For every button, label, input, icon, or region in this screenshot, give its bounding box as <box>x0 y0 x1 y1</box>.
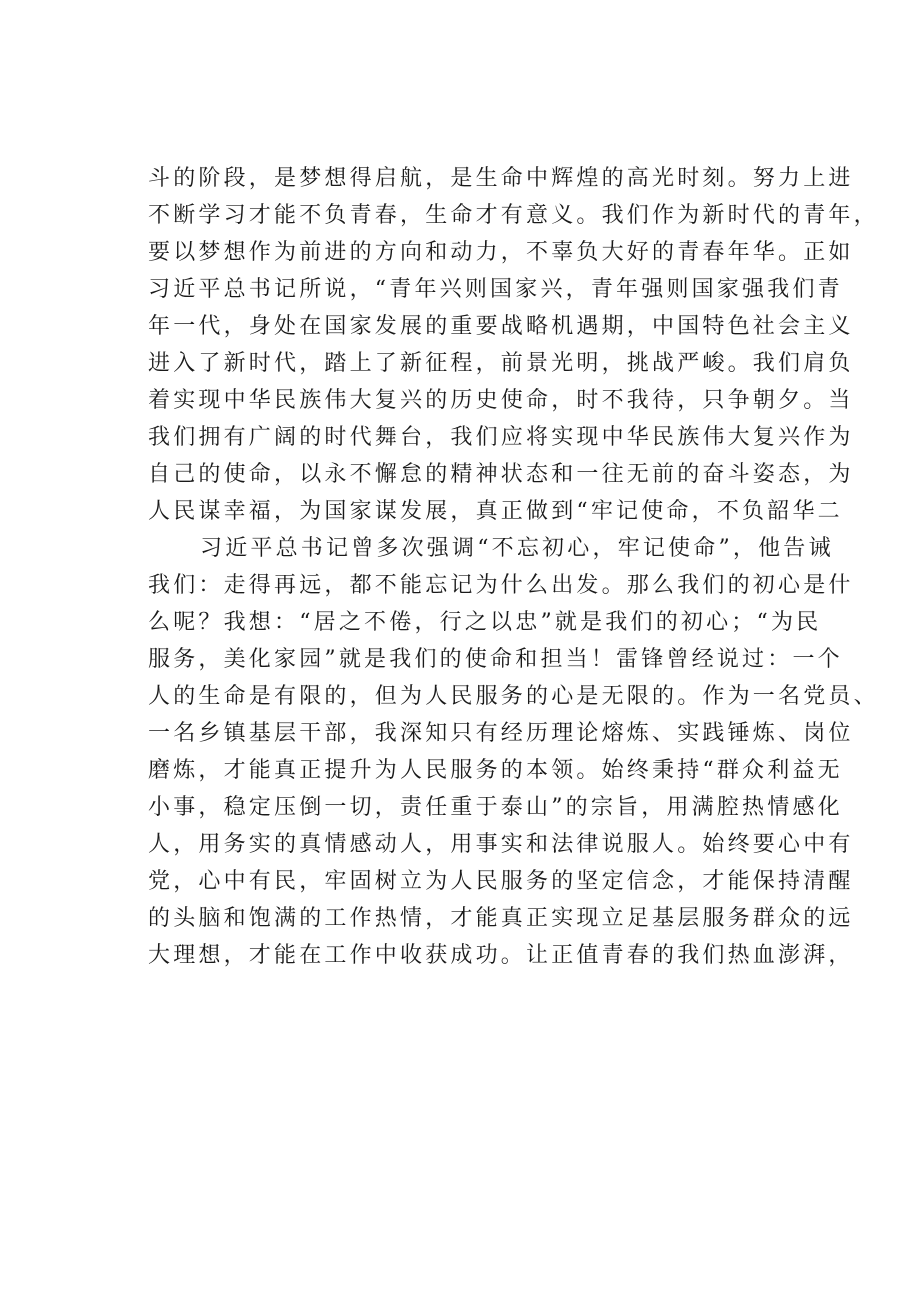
text-line: 党，心中有民，牢固树立为人民服务的坚定信念，才能保持清醒 <box>148 869 854 894</box>
text-line: 小事，稳定压倒一切，责任重于泰山”的宗旨，用满腔热情感化 <box>148 795 843 820</box>
text-line: 人，用务实的真情感动人，用事实和法律说服人。始终要心中有 <box>148 832 854 857</box>
text-line: 着实现中华民族伟大复兴的历史使命，时不我待，只争朝夕。当 <box>148 388 854 413</box>
text-line: 自己的使命，以永不懈怠的精神状态和一往无前的奋斗姿态，为 <box>148 462 854 487</box>
text-line: 的头脑和饱满的工作热情，才能真正实现立足基层服务群众的远 <box>148 906 854 931</box>
text-line: 我们：走得再远，都不能忘记为什么出发。那么我们的初心是什 <box>148 573 854 598</box>
text-line: 一名乡镇基层干部，我深知只有经历理论熔炼、实践锤炼、岗位 <box>148 721 854 746</box>
text-line: 服务，美化家园”就是我们的使命和担当！雷锋曾经说过：一个 <box>148 647 843 672</box>
text-line: 磨炼，才能真正提升为人民服务的本领。始终秉持“群众利益无 <box>148 758 843 783</box>
text-line: 不断学习才能不负青春，生命才有意义。我们作为新时代的青年， <box>148 203 879 228</box>
text-line: 我们拥有广阔的时代舞台，我们应将实现中华民族伟大复兴作为 <box>148 425 854 450</box>
text-line-indented: 习近平总书记曾多次强调“不忘初心，牢记使命”，他告诫 <box>200 536 834 561</box>
text-line: 斗的阶段，是梦想得启航，是生命中辉煌的高光时刻。努力上进 <box>148 166 854 191</box>
text-line: 人民谋幸福，为国家谋发展，真正做到“牢记使命，不负韶华二 <box>148 499 843 524</box>
paragraph-1 <box>148 160 879 530</box>
text-line: 人的生命是有限的，但为人民服务的心是无限的。作为一名党员、 <box>148 684 879 709</box>
text-line: 进入了新时代，踏上了新征程，前景光明，挑战严峻。我们肩负 <box>148 351 854 376</box>
body-text <box>148 160 879 974</box>
text-line: 么呢？我想：“居之不倦，行之以忠”就是我们的初心；“为民 <box>148 610 822 635</box>
text-line: 要以梦想作为前进的方向和动力，不辜负大好的青春年华。正如 <box>148 240 854 265</box>
text-line: 年一代，身处在国家发展的重要战略机遇期，中国特色社会主义 <box>148 314 854 339</box>
text-line: 大理想，才能在工作中收获成功。让正值青春的我们热血澎湃， <box>148 943 854 968</box>
paragraph-2 <box>148 530 879 974</box>
text-line: 习近平总书记所说，“青年兴则国家兴，青年强则国家强我们青 <box>148 277 843 302</box>
